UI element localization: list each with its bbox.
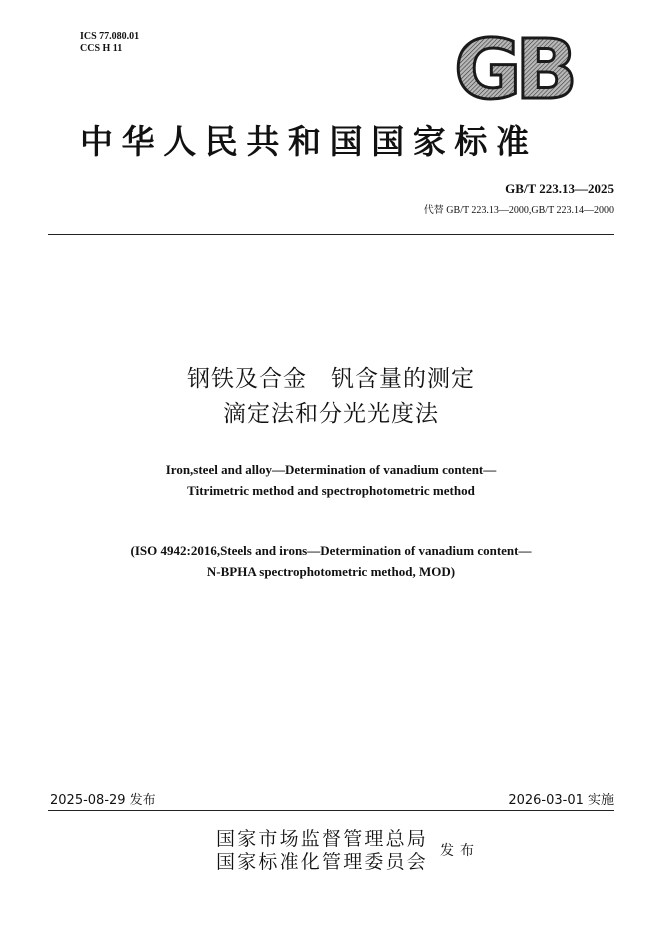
issue-date: 2025-08-29 发布 xyxy=(50,793,156,808)
replaces-standards: 代替 GB/T 223.13—2000,GB/T 223.14—2000 xyxy=(423,205,614,216)
issuer-sac: 国家标准化管理委员会 xyxy=(216,851,429,873)
implementation-date: 2026-03-01 实施 xyxy=(508,793,614,808)
ccs-code: CCS H 11 xyxy=(80,43,123,54)
iso-reference-line-1: (ISO 4942:2016,Steels and irons—Determination of vanadium content— xyxy=(130,543,532,558)
standard-number: GB/T 223.13—2025 xyxy=(505,181,614,196)
english-title-line-1: Iron,steel and alloy—Determination of vanadium content— xyxy=(165,462,497,477)
issue-word: 发布 xyxy=(440,843,480,859)
issuer-samr: 国家市场监督管理总局 xyxy=(216,828,429,850)
gb-logo-letters: GB xyxy=(454,30,572,104)
national-standard-title: 中华人民共和国国家标准 xyxy=(80,122,538,161)
chinese-title-line-1: 钢铁及合金 钒含量的测定 xyxy=(187,366,475,392)
chinese-title-line-2: 滴定法和分光光度法 xyxy=(223,401,439,427)
header-divider xyxy=(48,234,614,235)
classification-codes xyxy=(80,31,139,55)
iso-reference-line-2: N-BPHA spectrophotometric method, MOD) xyxy=(206,564,456,579)
gb-logo xyxy=(446,30,580,104)
english-title-line-2: Titrimetric method and spectrophotometric method xyxy=(187,483,475,498)
issuing-authorities xyxy=(216,828,428,874)
footer-divider xyxy=(48,810,614,811)
ics-code: ICS 77.080.01 xyxy=(80,31,140,42)
